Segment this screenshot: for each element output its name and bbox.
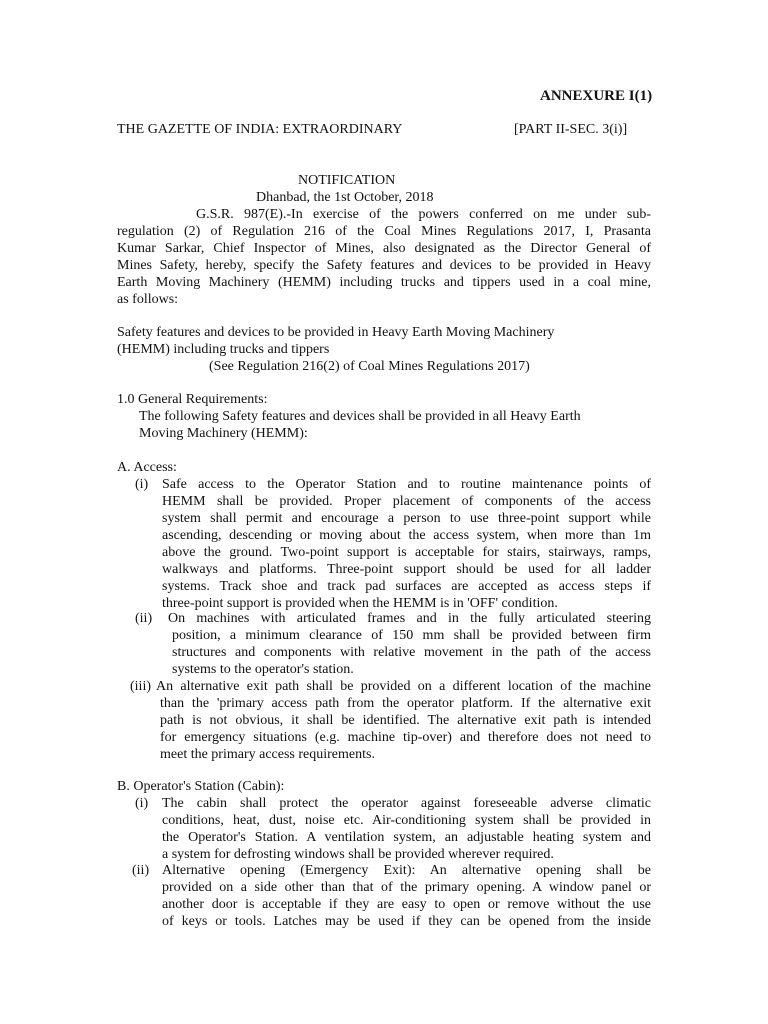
item-marker: (iii)	[130, 679, 151, 694]
intro-line: Mines Safety, hereby, specify the Safety features and devices to be provided in Heavy	[117, 258, 651, 273]
item-line: systems to the operator's station.	[172, 662, 354, 677]
item-line: a system for defrosting windows shall be provided wherever required.	[162, 847, 554, 862]
item-marker: (i)	[135, 477, 149, 492]
notification-heading: NOTIFICATION	[298, 173, 396, 188]
item-line: system shall permit and encourage a person to use three-point support while	[162, 511, 651, 526]
document-title-line: Safety features and devices to be provided in Heavy Earth Moving Machinery	[117, 325, 555, 340]
gazette-title: THE GAZETTE OF INDIA: EXTRAORDINARY	[117, 122, 403, 137]
item-line: HEMM shall be provided. Proper placement of components of the access	[162, 494, 651, 509]
general-requirements-heading: 1.0 General Requirements:	[117, 392, 268, 407]
item-line: systems. Track shoe and track pad surfaces are accepted as access steps if	[162, 579, 651, 594]
item-line: the Operator's Station. A ventilation system, an adjustable heating system and	[162, 830, 651, 845]
item-marker: (ii)	[135, 611, 153, 626]
gazette-part: [PART II-SEC. 3(i)]	[514, 122, 628, 137]
section-a-heading: A. Access:	[117, 460, 177, 475]
item-line: another door is acceptable if they are easy to open or remove without the use	[162, 897, 651, 912]
intro-line: regulation (2) of Regulation 216 of the Coal Mines Regulations 2017, I, Prasanta	[117, 224, 651, 239]
document-title-line: (HEMM) including trucks and tippers	[117, 342, 330, 357]
item-line: three-point support is provided when the HEMM is in 'OFF' condition.	[162, 596, 558, 611]
section-b-heading: B. Operator's Station (Cabin):	[117, 779, 285, 794]
item-line: provided on a side other than that of the primary opening. A window panel or	[162, 880, 651, 895]
dateline: Dhanbad, the 1st October, 2018	[256, 190, 434, 205]
item-line: structures and components with relative movement in the path of the access	[172, 645, 651, 660]
intro-line: as follows:	[117, 292, 179, 307]
intro-line: Earth Moving Machinery (HEMM) including trucks and tippers used in a coal mine,	[117, 275, 651, 290]
item-line: meet the primary access requirements.	[160, 747, 375, 762]
item-line: ascending, descending or moving about the access system, when more than 1m	[162, 528, 651, 543]
item-line: above the ground. Two-point support is acceptable for stairs, stairways, ramps,	[162, 545, 651, 560]
item-line: of keys or tools. Latches may be used if they can be opened from the inside	[162, 914, 651, 929]
intro-line: Kumar Sarkar, Chief Inspector of Mines, also designated as the Director General of	[117, 241, 651, 256]
item-marker: (ii)	[132, 863, 150, 878]
regulation-reference: (See Regulation 216(2) of Coal Mines Regulations 2017)	[209, 359, 530, 374]
item-line: Safe access to the Operator Station and to routine maintenance points of	[162, 477, 651, 492]
item-line: An alternative exit path shall be provided on a different location of the machine	[156, 679, 651, 694]
item-line: path is not obvious, it shall be identified. The alternative exit path is intended	[160, 713, 651, 728]
annexure-label: ANNEXURE I(1)	[540, 88, 653, 104]
item-marker: (i)	[135, 796, 149, 811]
item-line: The cabin shall protect the operator against foreseeable adverse climatic	[162, 796, 651, 811]
item-line: than the 'primary access path from the operator platform. If the alternative exit	[160, 696, 651, 711]
item-line: for emergency situations (e.g. machine tip-over) and therefore does not need to	[160, 730, 651, 745]
item-line: On machines with articulated frames and in the fully articulated steering	[168, 611, 651, 626]
item-line: conditions, heat, dust, noise etc. Air-conditioning system shall be provided in	[162, 813, 651, 828]
general-line: Moving Machinery (HEMM):	[139, 426, 308, 441]
intro-line: G.S.R. 987(E).-In exercise of the powers conferred on me under sub-	[196, 207, 651, 222]
item-line: position, a minimum clearance of 150 mm shall be provided between firm	[172, 628, 651, 643]
item-line: Alternative opening (Emergency Exit): An alternative opening shall be	[162, 863, 651, 878]
general-line: The following Safety features and devices shall be provided in all Heavy Earth	[139, 409, 581, 424]
item-line: walkways and platforms. Three-point support should be used for all ladder	[162, 562, 651, 577]
